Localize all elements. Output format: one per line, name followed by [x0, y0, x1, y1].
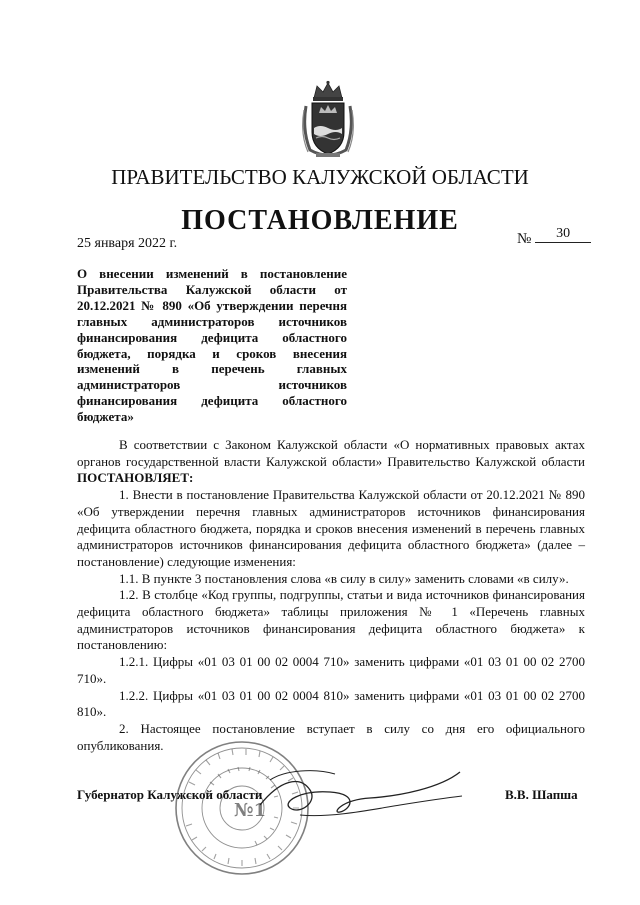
paragraph-1-1: 1.1. В пункте 3 постановления слова «в силу в силу» заменить словами «в силу». — [119, 570, 569, 586]
document-body — [77, 437, 585, 754]
number-value: 30 — [535, 226, 591, 243]
resolves-keyword: ПОСТАНОВЛЯЕТ: — [77, 470, 194, 486]
number-label: № — [517, 231, 532, 247]
paragraph-2: 2. Настоящее постановление вступает в силу со дня его официального опубликования. — [77, 720, 585, 753]
paragraph-1: 1. Внести в постановление Правительства Калужской области от 20.12.2021 № 890 «Об утверждении перечня главных администраторов источников финансирования дефицита областного бюджета, порядка и сроков внесения изменений в перечень главных администраторов источников финансирования дефицита областного бюджета» (далее – постановление) следующие изменения: — [77, 487, 585, 569]
document-subject: О внесении изменений в постановление Правительства Калужской области от 20.12.2021 № 890 «Об утверждении перечня главных администраторов источников финансирования дефицита областного бюджета, порядка и сроков внесения изменений в перечень главных администраторов источников финансирования дефицита областного бюджета» — [77, 266, 347, 425]
svg-text:№1: №1 — [234, 800, 267, 821]
document-date: 25 января 2022 г. — [77, 236, 178, 251]
paragraph-1-2: 1.2. В столбце «Код группы, подгруппы, статьи и вида источников финансирования дефицита областного бюджета» таблицы приложения № 1 «Перечень главных администраторов источников финансирования дефицита областного бюджета» к постановлению: — [77, 587, 585, 653]
intro-text: В соответствии с Законом Калужской области «О нормативных правовых актах органов государственной власти Калужской области» Правительство Калужской области — [77, 437, 585, 469]
coat-of-arms-emblem — [298, 80, 358, 160]
intro-paragraph — [77, 437, 585, 487]
document-number — [517, 226, 591, 249]
paragraph-1-2-1: 1.2.1. Цифры «01 03 01 00 02 0004 710» заменить цифрами «01 03 01 00 02 2700 710». — [77, 654, 585, 686]
document-type-title: ПОСТАНОВЛЕНИЕ — [181, 205, 459, 236]
paragraph-1-2-2: 1.2.2. Цифры «01 03 01 00 02 0004 810» заменить цифрами «01 03 01 00 02 2700 810». — [77, 687, 585, 720]
handwritten-signature — [240, 760, 470, 830]
signatory-name: В.В. Шапша — [505, 787, 578, 802]
government-title: ПРАВИТЕЛЬСТВО КАЛУЖСКОЙ ОБЛАСТИ — [111, 165, 529, 189]
signatory-title: Губернатор Калужской области — [77, 787, 263, 802]
